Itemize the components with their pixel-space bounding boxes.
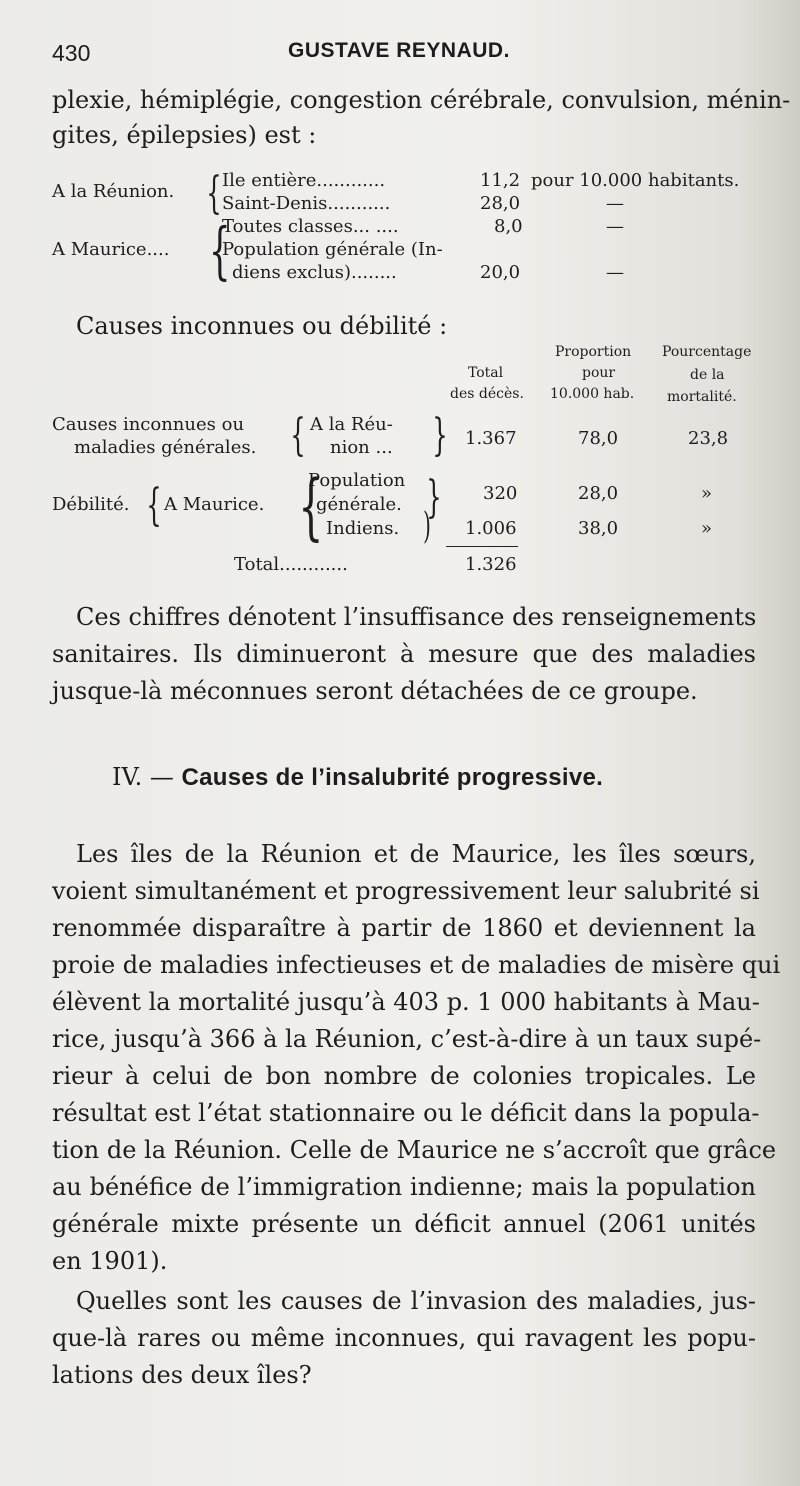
col-header: 10.000 hab. — [550, 386, 635, 402]
row-label: Toutes classes... .... — [222, 216, 399, 237]
row-unit: — — [606, 216, 624, 237]
text-line: gites, épilepsies) est : — [52, 121, 317, 149]
brace: { — [206, 168, 222, 219]
row-label: Débilité. — [52, 494, 130, 515]
text-line: Ces chiffres dénotent l’insuffisance des renseignements — [76, 603, 757, 631]
col-header: de la — [690, 367, 725, 383]
text-line: sanitaires. Ils diminueront à mesure que des maladies — [52, 640, 756, 668]
text-line: résultat est l’état stationnaire ou le déficit dans la popula- — [52, 1099, 760, 1127]
sub-label: Population — [308, 470, 406, 491]
row-label: Causes inconnues ou — [52, 414, 245, 435]
row-unit: pour 10.000 habitants. — [531, 170, 740, 191]
brace: } — [426, 472, 442, 523]
brace: } — [432, 410, 448, 461]
brace: { — [208, 214, 231, 287]
row-value: 8,0 — [494, 216, 523, 237]
row-value: 11,2 — [480, 170, 521, 191]
text-line: rice, jusqu’à 366 à la Réunion, c’est-à-dire à un taux supé- — [52, 1025, 762, 1053]
text-line: Les îles de la Réunion et de Maurice, les îles sœurs, — [76, 840, 756, 868]
row-unit: — — [606, 262, 624, 283]
page-number: 430 — [52, 40, 91, 66]
text-line: renommée disparaître à partir de 1860 et deviennent la — [52, 914, 756, 942]
total-cell: 1.006 — [465, 518, 517, 539]
col-header: des décès. — [450, 386, 524, 402]
text-line: élèvent la mortalité jusqu’à 403 p. 1 000 habitants à Mau- — [52, 988, 760, 1016]
text-line: que-là rares ou même inconnues, qui ravagent les popu- — [52, 1324, 756, 1352]
text-line: jusque-là méconnues seront détachées de ce groupe. — [52, 677, 698, 705]
reunion-label: A la Réunion. — [52, 181, 175, 202]
proportion-cell: 78,0 — [578, 428, 619, 449]
col-header: pour — [582, 365, 616, 381]
col-header: Total — [468, 365, 504, 381]
proportion-cell: 28,0 — [578, 483, 619, 504]
brace: { — [298, 464, 324, 548]
row-unit: — — [606, 193, 624, 214]
percentage-cell: » — [701, 518, 713, 539]
text-line: en 1901). — [52, 1247, 168, 1275]
text-line: voient simultanément et progressivement leur salubrité si — [52, 877, 760, 905]
col-header: mortalité. — [667, 389, 737, 405]
proportion-cell: 38,0 — [578, 518, 619, 539]
brace: { — [290, 410, 306, 461]
row-label: Population générale (In- — [222, 239, 443, 260]
percentage-cell: 23,8 — [688, 428, 729, 449]
sub-label: générale. — [316, 494, 402, 515]
text-line: proie de maladies infectieuses et de maladies de misère qui — [52, 951, 781, 979]
total-cell: 1.367 — [465, 428, 517, 449]
text-line: rieur à celui de bon nombre de colonies tropicales. Le — [52, 1062, 756, 1090]
place-label: A Maurice. — [164, 494, 265, 515]
row-value: 28,0 — [480, 193, 521, 214]
sum-rule — [446, 546, 518, 547]
row-label: Ile entière............ — [222, 170, 386, 191]
brace: ) — [423, 506, 431, 547]
row-label: diens exclus)........ — [232, 262, 397, 283]
row-label: Saint-Denis........... — [222, 193, 391, 214]
total-value: 1.326 — [465, 554, 517, 575]
section-number: IV. — — [112, 763, 174, 791]
place-label: nion ... — [330, 437, 393, 458]
text-line: tion de la Réunion. Celle de Maurice ne s’accroît que grâce — [52, 1136, 777, 1164]
maurice-label: A Maurice.... — [52, 239, 170, 260]
text-line: lations des deux îles? — [52, 1361, 312, 1389]
row-label: maladies générales. — [74, 437, 257, 458]
causes-heading: Causes inconnues ou débilité : — [76, 312, 448, 340]
place-label: A la Réu- — [310, 414, 393, 435]
sub-label: Indiens. — [326, 518, 400, 539]
section-title-text: Causes de l’insalubrité progressive. — [181, 764, 604, 791]
text-line: au bénéfice de l’immigration indienne; mais la population — [52, 1173, 756, 1201]
total-cell: 320 — [483, 483, 518, 504]
col-header: Proportion — [555, 344, 632, 360]
total-label: Total............ — [234, 554, 348, 575]
text-line: plexie, hémiplégie, congestion cérébrale, convulsion, ménin- — [52, 86, 791, 114]
text-line: Quelles sont les causes de l’invasion des maladies, jus- — [76, 1287, 756, 1315]
percentage-cell: » — [701, 483, 713, 504]
col-header: Pourcentage — [662, 344, 752, 360]
row-value: 20,0 — [480, 262, 521, 283]
running-title: GUSTAVE REYNAUD. — [288, 39, 510, 62]
section-title — [112, 763, 603, 792]
brace: { — [146, 480, 162, 531]
text-line: générale mixte présente un déficit annuel (2061 unités — [52, 1210, 756, 1238]
